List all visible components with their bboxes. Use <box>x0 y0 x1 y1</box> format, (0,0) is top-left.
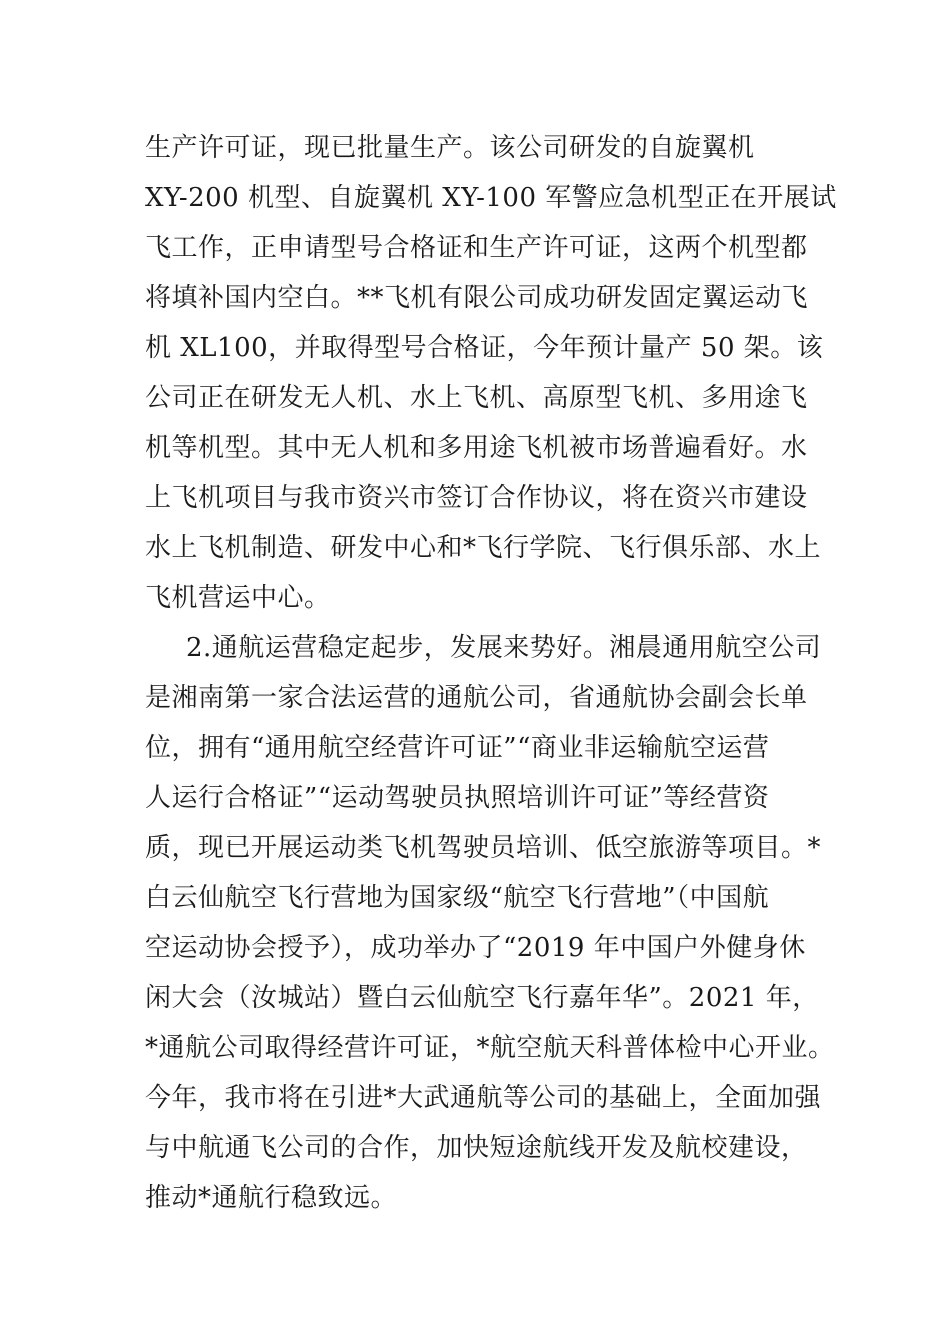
paragraph-line: 水上飞机制造、研发中心和*飞行学院、飞行俱乐部、水上 <box>145 533 822 563</box>
paragraph-line: 2.通航运营稳定起步，发展来势好。湘晨通用航空公司 <box>186 633 822 663</box>
paragraph-line: 人运行合格证”“运动驾驶员执照培训许可证”等经营资 <box>145 783 770 813</box>
paragraph-line: 质，现已开展运动类飞机驾驶员培训、低空旅游等项目。* <box>145 833 822 863</box>
paragraph-line: 生产许可证，现已批量生产。该公司研发的自旋翼机 <box>145 133 755 163</box>
paragraph-line: 是湘南第一家合法运营的通航公司，省通航协会副会长单 <box>145 683 808 713</box>
paragraph-line: 上飞机项目与我市资兴市签订合作协议，将在资兴市建设 <box>145 483 808 513</box>
paragraph-line: 飞机营运中心。 <box>145 583 331 613</box>
paragraph-line: 机 XL100，并取得型号合格证，今年预计量产 50 架。该 <box>145 333 824 363</box>
paragraph-line: 机等机型。其中无人机和多用途飞机被市场普遍看好。水 <box>145 433 808 463</box>
paragraph-line: 飞工作，正申请型号合格证和生产许可证，这两个机型都 <box>145 233 808 263</box>
paragraph-line: 今年，我市将在引进*大武通航等公司的基础上，全面加强 <box>145 1083 822 1113</box>
paragraph-line: 推动*通航行稳致远。 <box>145 1183 398 1213</box>
paragraph-line: 闲大会（汝城站）暨白云仙航空飞行嘉年华”。2021 年， <box>145 983 819 1013</box>
paragraph-line: XY-200 机型、自旋翼机 XY-100 军警应急机型正在开展试 <box>145 183 837 213</box>
paragraph-line: 位，拥有“通用航空经营许可证”“商业非运输航空运营 <box>145 733 770 763</box>
paragraph-line: 公司正在研发无人机、水上飞机、高原型飞机、多用途飞 <box>145 383 808 413</box>
paragraph-line: 与中航通飞公司的合作，加快短途航线开发及航校建设， <box>145 1133 808 1163</box>
paragraph-line: 白云仙航空飞行营地为国家级“航空飞行营地”（中国航 <box>145 883 770 913</box>
paragraph-line: 将填补国内空白。**飞机有限公司成功研发固定翼运动飞 <box>145 283 809 313</box>
paragraph-line: 空运动协会授予），成功举办了“2019 年中国户外健身休 <box>145 933 806 963</box>
paragraph-line: *通航公司取得经营许可证，*航空航天科普体检中心开业。 <box>145 1033 835 1063</box>
